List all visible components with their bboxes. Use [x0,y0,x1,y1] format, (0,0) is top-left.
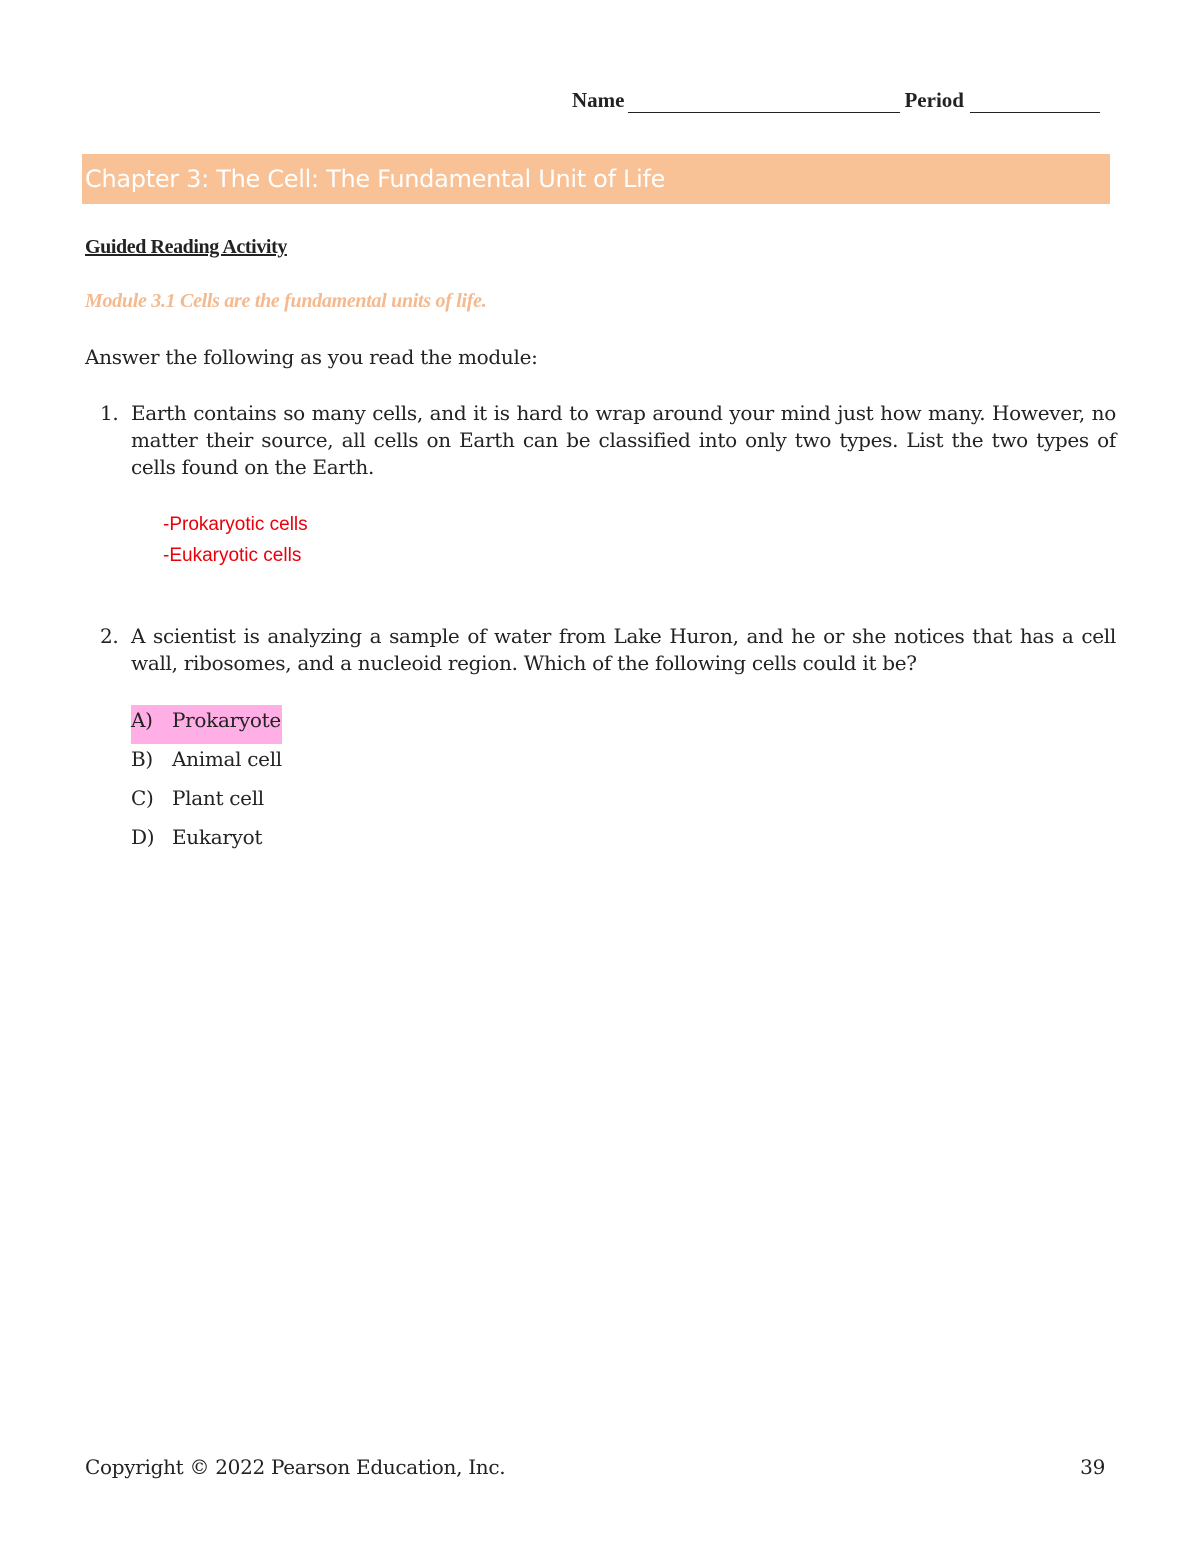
answer-line: -Eukaryotic cells [163,545,302,566]
choice-d[interactable] [131,822,282,861]
chapter-title: Chapter 3: The Cell: The Fundamental Unit of Life [85,165,666,193]
choice-a[interactable] [131,705,282,744]
chapter-banner [82,154,1110,204]
question-2-choices [131,705,282,861]
answer-line: -Prokaryotic cells [163,514,308,535]
choice-text: Plant cell [172,786,264,810]
instructions: Answer the following as you read the module: [85,345,538,369]
question-number: 2. [100,624,119,648]
question-text: A scientist is analyzing a sample of water from Lake Huron, and he or she notices that has a cell wall, ribosomes, and a nucleoid region. Which of the following cells could it be? [131,624,1116,675]
question-2 [100,623,1116,677]
question-text: Earth contains so many cells, and it is hard to wrap around your mind just how many. However, no matter their source, all cells on Earth can be classified into only two types. List the two types of cells found on the Earth. [131,401,1116,479]
choice-letter: A) [131,708,153,732]
choice-text: Prokaryote [172,708,281,732]
choice-letter: D) [131,825,155,849]
choice-letter: C) [131,786,154,810]
name-blank[interactable] [628,92,900,113]
name-label: Name [572,88,625,112]
copyright-text: Copyright © 2022 Pearson Education, Inc. [85,1455,506,1479]
choice-text: Eukaryot [172,825,263,849]
student-info-line [572,88,1118,113]
choice-text: Animal cell [172,747,282,771]
question-number: 1. [100,401,119,425]
question-1 [100,400,1116,481]
choice-letter: B) [131,747,153,771]
page-number: 39 [1080,1455,1105,1479]
highlighted-answer [131,705,282,744]
period-blank[interactable] [970,92,1100,113]
activity-heading: Guided Reading Activity [85,236,287,258]
choice-c[interactable] [131,783,282,822]
period-label: Period [904,88,964,112]
module-heading: Module 3.1 Cells are the fundamental units of life. [85,290,487,312]
choice-b[interactable] [131,744,282,783]
question-1-answers [163,512,308,574]
page-footer [85,1455,1105,1479]
